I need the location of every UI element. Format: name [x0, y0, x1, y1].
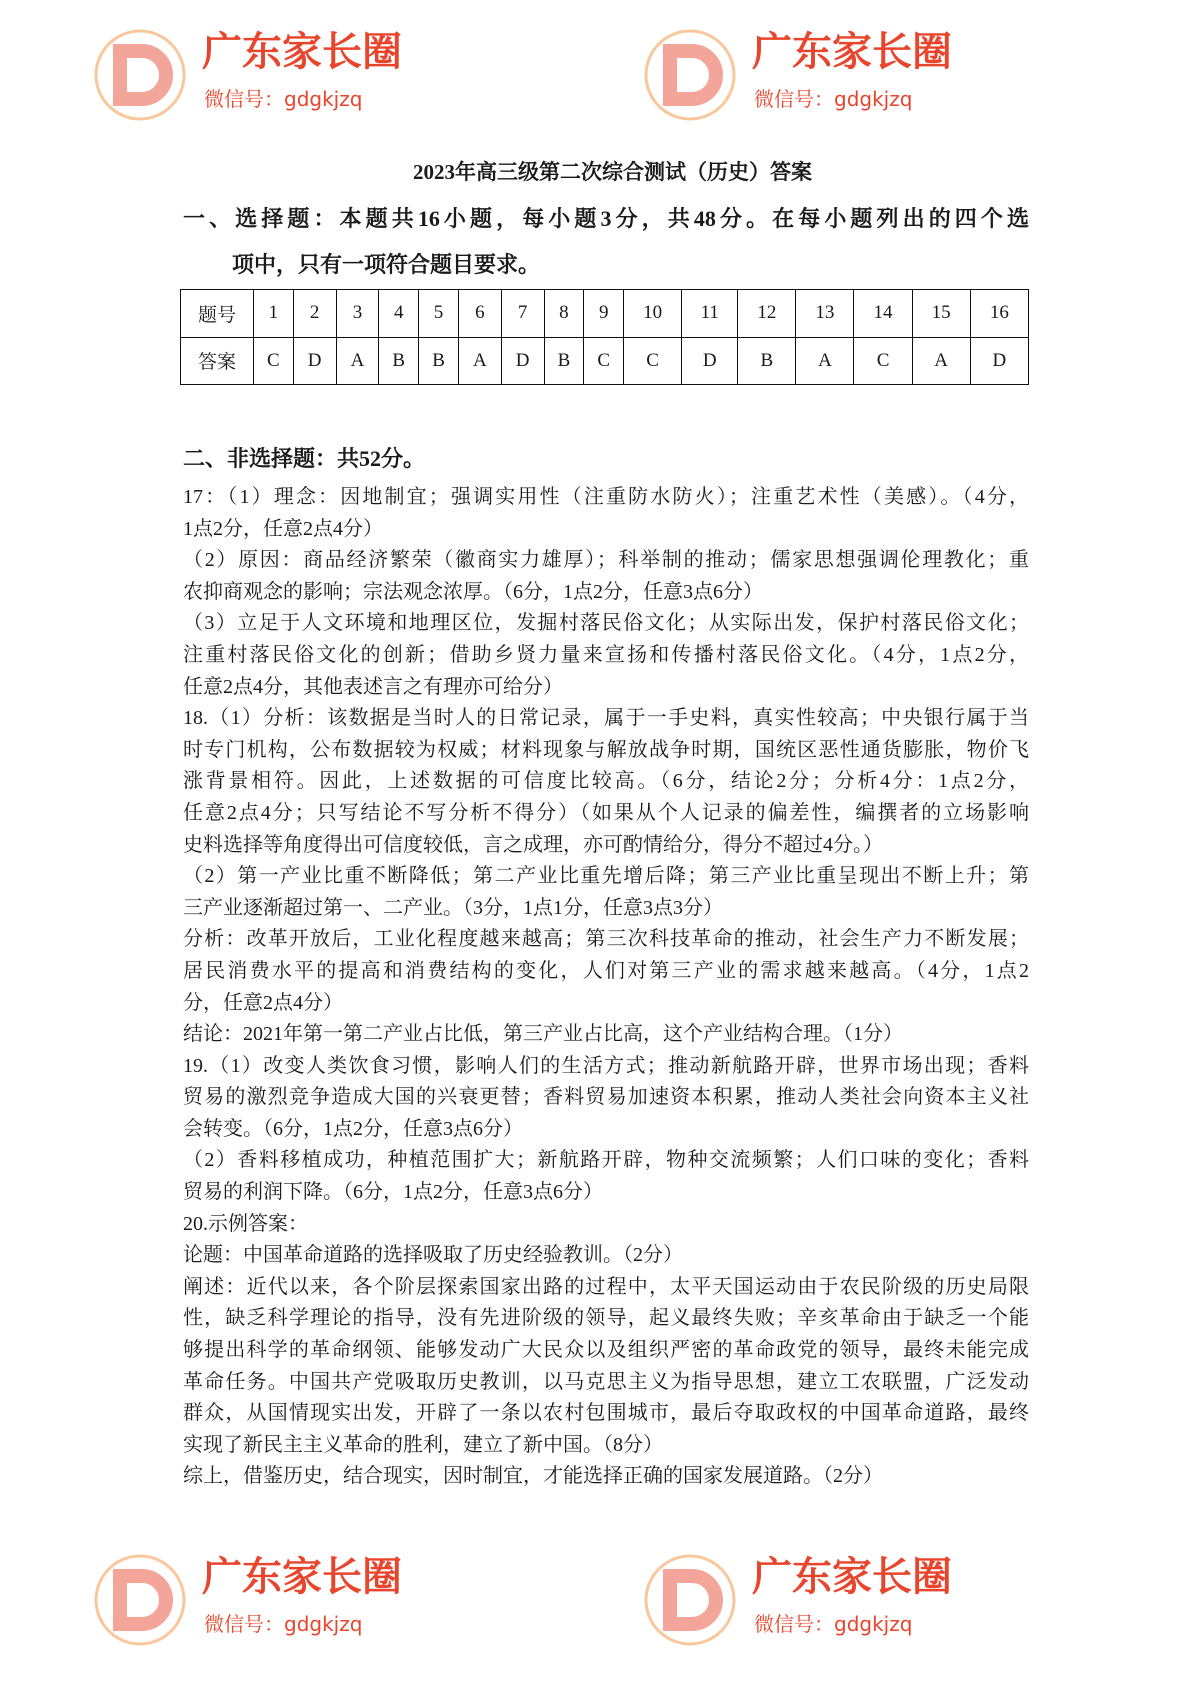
answer-cell: C [624, 337, 682, 385]
watermark-logo-icon [640, 25, 740, 125]
question-number-cell: 11 [682, 290, 738, 338]
answer-cell: B [544, 337, 584, 385]
answer-line: 分析：改革开放后，工业化程度越来越高；第三次科技革命的推动，社会生产力不断发展； [183, 928, 1029, 951]
answer-cell: A [458, 337, 501, 385]
answer-line: 性，缺乏科学理论的指导，没有先进阶级的领导，起义最终失败；辛亥革命由于缺乏一个能 [183, 1307, 1029, 1330]
answer-cell: C [254, 337, 294, 385]
watermark-logo-icon [90, 25, 190, 125]
answer-line: 三产业逐渐超过第一、二产业。（3分，1点1分，任意3点3分） [183, 896, 723, 919]
answer-line: 1点2分，任意2点4分） [183, 517, 383, 540]
answer-line: 结论：2021年第一第二产业占比低，第三产业占比高，这个产业结构合理。（1分） [183, 1023, 903, 1046]
answer-line: 群众，从国情现实出发，开辟了一条以农村包围城市，最后夺取政权的中国革命道路，最终 [183, 1402, 1029, 1425]
answer-line: 任意2点4分，其他表述言之有理亦可给分） [183, 675, 563, 698]
answer-cell: A [796, 337, 854, 385]
answer-line: 阐述：近代以来，各个阶层探索国家出路的过程中，太平天国运动由于农民阶级的历史局限 [183, 1275, 1029, 1298]
answer-line: 史料选择等角度得出可信度较低，言之成理，亦可酌情给分，得分不超过4分。） [183, 833, 883, 856]
answer-line: 17：（1）理念：因地制宜；强调实用性（注重防水防火）；注重艺术性（美感）。（4分， [183, 486, 1029, 508]
question-number-cell: 2 [293, 290, 336, 338]
answer-line: （2）香料移植成功，种植范围扩大；新航路开辟，物种交流频繁；人们口味的变化；香料 [183, 1149, 1029, 1172]
answer-line: 18.（1）分析：该数据是当时人的日常记录，属于一手史料，真实性较高；中央银行属于当 [183, 707, 1029, 730]
answer-cell: B [738, 337, 796, 385]
answer-cell: D [293, 337, 336, 385]
watermark-name: 广东家长圈 [202, 1554, 402, 1600]
answer-line: 注重村落民俗文化的创新；借助乡贤力量来宣扬和传播村落民俗文化。（4分，1点2分， [183, 643, 1029, 666]
watermark-wechat: 微信号：gdgkjzq [204, 87, 363, 111]
question-number-cell: 4 [379, 290, 419, 338]
question-number-cell: 12 [738, 290, 796, 338]
section2-heading: 二、非选择题：共52分。 [183, 446, 426, 471]
answer-line: 实现了新民主主义革命的胜利，建立了新中国。（8分） [183, 1433, 663, 1456]
answer-cell: A [912, 337, 970, 385]
watermark [640, 1545, 1020, 1655]
answer-cell: B [379, 337, 419, 385]
answer-row [181, 337, 1029, 385]
row-label-answer: 答案 [181, 337, 254, 385]
question-number-row [181, 290, 1029, 338]
watermark-name: 广东家长圈 [202, 29, 402, 75]
row-label-number: 题号 [181, 290, 254, 338]
watermark-wechat: 微信号：gdgkjzq [754, 1612, 913, 1636]
answer-line: 19.（1）改变人类饮食习惯，影响人们的生活方式；推动新航路开辟，世界市场出现；香料 [183, 1054, 1029, 1077]
answer-cell: C [854, 337, 912, 385]
answer-line: 居民消费水平的提高和消费结构的变化，人们对第三产业的需求越来越高。（4分，1点2 [183, 959, 1029, 982]
answer-cell: A [336, 337, 379, 385]
page-title: 2023年高三级第二次综合测试（历史）答案 [413, 160, 812, 184]
question-number-cell: 5 [419, 290, 459, 338]
answer-line: 农抑商观念的影响；宗法观念浓厚。（6分，1点2分，任意3点6分） [183, 580, 763, 603]
watermark-logo-icon [90, 1550, 190, 1650]
watermark-wechat: 微信号：gdgkjzq [754, 87, 913, 111]
question-number-cell: 9 [584, 290, 624, 338]
answer-line: 会转变。（6分，1点2分，任意3点6分） [183, 1117, 523, 1140]
answer-line: （3）立足于人文环境和地理区位，发掘村落民俗文化；从实际出发，保护村落民俗文化； [183, 612, 1029, 635]
answer-table [180, 289, 1029, 385]
question-number-cell: 1 [254, 290, 294, 338]
question-number-cell: 3 [336, 290, 379, 338]
answer-line: 贸易的利润下降。（6分，1点2分，任意3点6分） [183, 1181, 603, 1204]
answer-line: 涨背景相符。因此，上述数据的可信度比较高。（6分，结论2分；分析4分：1点2分， [183, 770, 1029, 793]
question-number-cell: 15 [912, 290, 970, 338]
question-number-cell: 6 [458, 290, 501, 338]
watermark-wechat: 微信号：gdgkjzq [204, 1612, 363, 1636]
answer-line: 综上，借鉴历史，结合现实，因时制宜，才能选择正确的国家发展道路。（2分） [183, 1465, 883, 1488]
watermark-logo-icon [640, 1550, 740, 1650]
answer-body [183, 482, 1029, 1493]
question-number-cell: 14 [854, 290, 912, 338]
question-number-cell: 16 [970, 290, 1028, 338]
answer-line: 贸易的激烈竞争造成大国的兴衰更替；香料贸易加速资本积累，推动人类社会向资本主义社 [183, 1086, 1029, 1109]
answer-line: 20.示例答案： [183, 1212, 308, 1235]
answer-cell: D [970, 337, 1028, 385]
answer-line: （2）原因：商品经济繁荣（徽商实力雄厚）；科举制的推动；儒家思想强调伦理教化；重 [183, 549, 1029, 572]
question-number-cell: 10 [624, 290, 682, 338]
answer-cell: C [584, 337, 624, 385]
answer-line: 分，任意2点4分） [183, 991, 343, 1014]
answer-line: 够提出科学的革命纲领、能够发动广大民众以及组织严密的革命政党的领导，最终未能完成 [183, 1339, 1029, 1362]
answer-line: 任意2点4分；只写结论不写分析不得分）（如果从个人记录的偏差性，编撰者的立场影响 [183, 801, 1029, 824]
answer-line: （2）第一产业比重不断降低；第二产业比重先增后降；第三产业比重呈现出不断上升；第 [183, 865, 1029, 888]
question-number-cell: 7 [501, 290, 544, 338]
watermark [640, 20, 1020, 130]
watermark-name: 广东家长圈 [752, 1554, 952, 1600]
answer-line: 时专门机构，公布数据较为权威；材料现象与解放战争时期，国统区恶性通货膨胀，物价飞 [183, 738, 1029, 761]
question-number-cell: 13 [796, 290, 854, 338]
answer-line: 论题：中国革命道路的选择吸取了历史经验教训。（2分） [183, 1244, 683, 1267]
answer-cell: B [419, 337, 459, 385]
answer-line: 革命任务。中国共产党吸取历史教训，以马克思主义为指导思想，建立工农联盟，广泛发动 [183, 1370, 1029, 1393]
section1-heading-cont: 项中，只有一项符合题目要求。 [232, 252, 541, 277]
watermark-name: 广东家长圈 [752, 29, 952, 75]
answer-cell: D [682, 337, 738, 385]
question-number-cell: 8 [544, 290, 584, 338]
watermark [90, 1545, 470, 1655]
watermark [90, 20, 470, 130]
answer-cell: D [501, 337, 544, 385]
section1-heading: 一、选择题：本题共16小题，每小题3分，共48分。在每小题列出的四个选 [183, 206, 1029, 231]
